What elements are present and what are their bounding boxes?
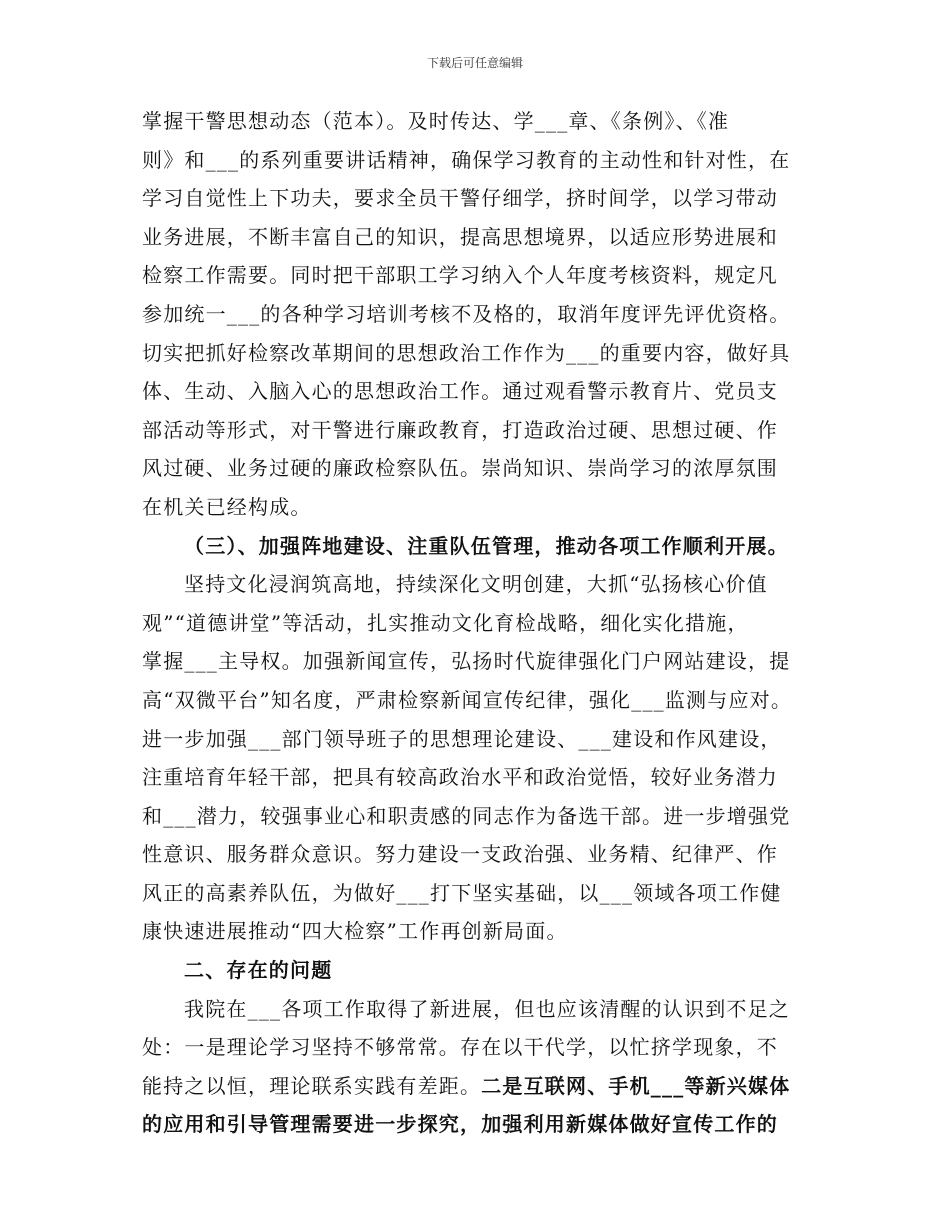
bold-text-line: 的应用和引导管理需要进一步探究，加强利用新媒体做好宣传工作的	[142, 1112, 778, 1137]
document-body	[142, 102, 812, 1144]
text-line: 体、生动、入脑入心的思想政治工作。通过观看警示教育片、党员支	[142, 379, 778, 404]
text-line: 检察工作需要。同时把干部职工学习纳入个人年度考核资料，规定凡	[142, 263, 778, 288]
section-heading: 二、存在的问题	[184, 958, 333, 983]
text-line	[142, 1067, 812, 1106]
text-line: 风过硬、业务过硬的廉政检察队伍。崇尚知识、崇尚学习的浓厚氛围	[142, 456, 778, 481]
text-line: 康快速进展推动“四大检察”工作再创新局面。	[142, 919, 568, 944]
text-line: 和___潜力，较强事业心和职责感的同志作为备选干部。进一步增强党	[142, 803, 791, 828]
text-line: 注重培育年轻干部，把具有较高政治水平和政治觉悟，较好业务潜力	[142, 765, 778, 790]
page-header: 下载后可任意编辑	[426, 56, 523, 70]
text-line: 进一步加强___部门领导班子的思想理论建设、___建设和作风建设，	[142, 726, 782, 751]
paragraph-first-line: 我院在___各项工作取得了新进展，但也应该清醒的认识到不足之	[184, 996, 790, 1021]
text-line: 学习自觉性上下功夫，要求全员干警仔细学，挤时间学，以学习带动	[142, 186, 778, 211]
text-line: 掌握干警思想动态（范本）。及时传达、学___章、《条例》、《准	[142, 109, 730, 133]
text-line: 则》和___的系列重要讲话精神，确保学习教育的主动性和针对性，在	[142, 147, 791, 172]
text-line: 风正的高素养队伍，为做好___打下坚实基础，以___领域各项工作健	[142, 880, 782, 905]
section-heading: （三）、加强阵地建设、注重队伍管理，推动各项工作顺利开展。	[184, 533, 789, 558]
bold-text-segment: 二是互联网、手机___等新兴媒体	[481, 1073, 791, 1098]
text-line: 高“双微平台”知名度，严肃检察新闻宣传纪律，强化___监测与应对。	[142, 687, 793, 712]
text-line: 部活动等形式，对干警进行廉政教育，打造政治过硬、思想过硬、作	[142, 417, 778, 442]
text-line: 在机关已经构成。	[142, 494, 312, 519]
paragraph-first-line: 坚持文化浸润筑高地，持续深化文明创建，大抓“弘扬核心价值	[184, 572, 768, 597]
text-line: 参加统一___的各种学习培训考核不及格的，取消年度评先评优资格。	[142, 301, 791, 326]
text-line: 观”“道德讲堂”等活动，扎实推动文化育检战略，细化实化措施，	[142, 610, 749, 635]
text-line: 掌握___主导权。加强新闻宣传，弘扬时代旋律强化门户网站建设，提	[142, 649, 791, 674]
text-line: 切实把抓好检察改革期间的思想政治工作作为___的重要内容，做好具	[142, 340, 791, 365]
text-line: 业务进展，不断丰富自己的知识，提高思想境界，以适应形势进展和	[142, 224, 778, 249]
text-segment: 能持之以恒，理论联系实践有差距。	[142, 1073, 482, 1098]
text-line: 处：一是理论学习坚持不够常常。存在以干代学，以忙挤学现象，不	[142, 1035, 778, 1060]
text-line: 性意识、服务群众意识。努力建设一支政治强、业务精、纪律严、作	[142, 842, 778, 867]
